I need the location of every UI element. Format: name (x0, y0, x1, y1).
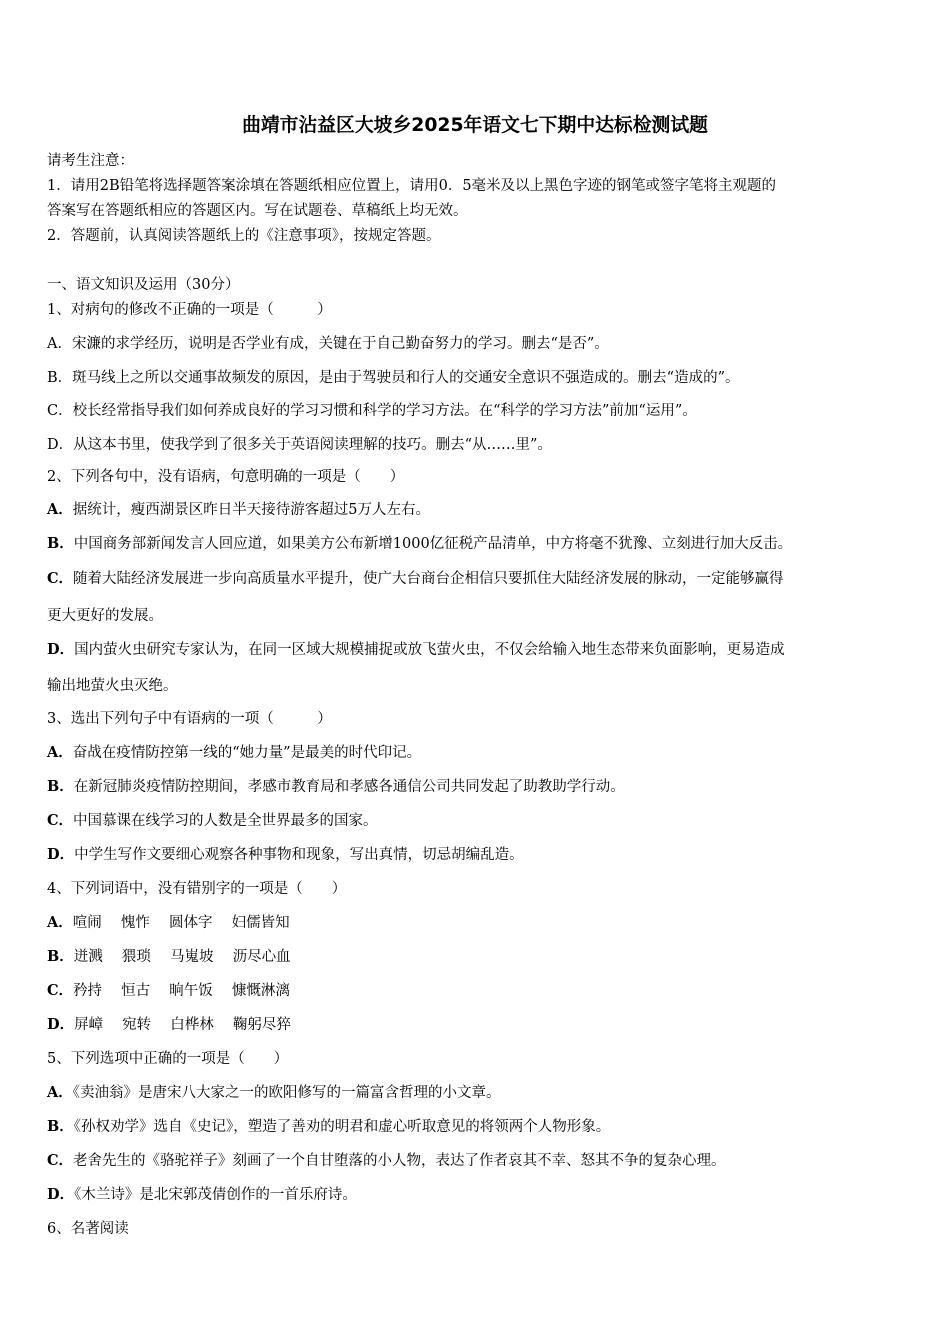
question-4-option-c (47, 980, 290, 1002)
option-text: 喧闹 愧怍 圆体字 妇儒皆知 (72, 915, 290, 931)
option-text: 中国商务部新闻发言人回应道，如果美方公布新增1000亿征税产品清单，中方将毫不犹豫、立刻进行加大反击。 (73, 536, 793, 552)
question-4-option-d (47, 1014, 291, 1036)
option-label: B． (47, 1118, 74, 1135)
option-label: B． (47, 948, 74, 965)
option-text: 随着大陆经济发展进一步向高质量水平提升，使广大台商台企相信只要抓住大陆经济发展的脉动，一定能够赢得 (73, 571, 784, 587)
question-2-option-d-continued: 输出地萤火虫灭绝。 (47, 678, 178, 694)
option-label: D． (47, 1016, 75, 1033)
question-2-option-b (47, 533, 792, 555)
question-5-option-b (47, 1116, 610, 1138)
question-5-option-d (47, 1184, 357, 1206)
question-6-stem: 6、名著阅读 (47, 1221, 129, 1237)
option-label: B． (47, 778, 74, 795)
notice-item-1-line-1: 1．请用2B铅笔将选择题答案涂填在答题纸相应位置上，请用0．5毫米及以上黑色字迹的钢笔或签字笔将主观题的 (47, 178, 777, 194)
notice-item-2: 2．答题前，认真阅读答题纸上的《注意事项》，按规定答题。 (47, 228, 441, 244)
option-text: 迸溅 猥琐 马嵬坡 沥尽心血 (73, 949, 291, 965)
option-label: C． (47, 1152, 74, 1169)
question-4-option-b (47, 946, 291, 968)
option-label: D． (47, 846, 75, 863)
question-3-option-d (47, 844, 524, 866)
option-text: 中学生写作文要细心观察各种事物和现象，写出真情，切忌胡编乱造。 (74, 847, 524, 863)
page-title: 曲靖市沾益区大坡乡2025年语文七下期中达标检测试题 (242, 115, 708, 136)
question-1-option-b: B．斑马线上之所以交通事故频发的原因，是由于驾驶员和行人的交通安全意识不强造成的。删去“造成的”。 (47, 370, 740, 386)
option-label: A． (47, 914, 73, 931)
option-label: A． (47, 744, 73, 761)
question-3-option-a (47, 742, 421, 764)
option-text: 《木兰诗》是北宋郭茂倩创作的一首乐府诗。 (74, 1187, 357, 1203)
option-label: C． (47, 570, 74, 587)
option-label: A． (47, 1084, 73, 1101)
question-5-option-a (47, 1082, 501, 1104)
option-text: 《卖油翁》是唐宋八大家之一的欧阳修写的一篇富含哲理的小文章。 (72, 1085, 501, 1101)
question-5-option-c (47, 1150, 726, 1172)
option-label: C． (47, 982, 74, 999)
option-text: 屏嶂 宛转 白桦林 鞠躬尽猝 (74, 1017, 291, 1033)
option-text: 矜持 恒古 晌午饭 慷慨淋漓 (73, 983, 290, 999)
option-text: 老舍先生的《骆驼祥子》刻画了一个自甘堕落的小人物，表达了作者哀其不幸、怒其不争的复杂心理。 (73, 1153, 726, 1169)
option-label: D． (47, 641, 75, 658)
question-2-option-a (47, 499, 430, 521)
option-text: 在新冠肺炎疫情防控期间，孝感市教育局和孝感各通信公司共同发起了助教助学行动。 (73, 779, 625, 795)
question-2-option-d (47, 639, 785, 661)
option-text: 国内萤火虫研究专家认为，在同一区域大规模捕捉或放飞萤火虫，不仅会给输入地生态带来负面影响，更易造成 (74, 642, 785, 658)
question-1-option-c: C．校长经常指导我们如何养成良好的学习习惯和科学的学习方法。在“科学的学习方法”前加“运用”。 (47, 403, 697, 419)
question-3-option-b (47, 776, 625, 798)
question-5-stem: 5、下列选项中正确的一项是（ ） (47, 1051, 289, 1067)
option-label: C． (47, 812, 74, 829)
option-text: 中国慕课在线学习的人数是全世界最多的国家。 (73, 813, 378, 829)
notice-heading: 请考生注意： (47, 153, 134, 169)
option-label: B． (47, 535, 74, 552)
option-label: D． (47, 1186, 75, 1203)
question-3-stem: 3、选出下列句子中有语病的一项（ ） (47, 711, 332, 727)
question-2-stem: 2、下列各句中，没有语病，句意明确的一项是（ ） (47, 469, 405, 485)
option-text: 《孙权劝学》选自《史记》，塑造了善劝的明君和虚心听取意见的将领两个人物形象。 (73, 1119, 611, 1135)
section-heading: 一、语文知识及运用（30分） (47, 277, 240, 293)
question-1-option-a: A．宋濂的求学经历，说明是否学业有成，关键在于自己勤奋努力的学习。删去“是否”。 (47, 336, 609, 352)
question-3-option-c (47, 810, 378, 832)
notice-item-1-line-2: 答案写在答题纸相应的答题区内。写在试题卷、草稿纸上均无效。 (47, 203, 468, 219)
question-4-option-a (47, 912, 290, 934)
option-label: A． (47, 501, 73, 518)
option-text: 据统计，瘦西湖景区昨日半天接待游客超过5万人左右。 (72, 502, 430, 518)
question-2-option-c-continued: 更大更好的发展。 (47, 608, 163, 624)
question-4-stem: 4、下列词语中，没有错别字的一项是（ ） (47, 881, 347, 897)
option-text: 奋战在疫情防控第一线的“她力量”是最美的时代印记。 (72, 745, 422, 761)
question-1-stem: 1、对病句的修改不正确的一项是（ ） (47, 302, 332, 318)
question-2-option-c (47, 568, 784, 590)
question-1-option-d: D．从这本书里，使我学到了很多关于英语阅读理解的技巧。删去“从……里”。 (47, 437, 552, 453)
